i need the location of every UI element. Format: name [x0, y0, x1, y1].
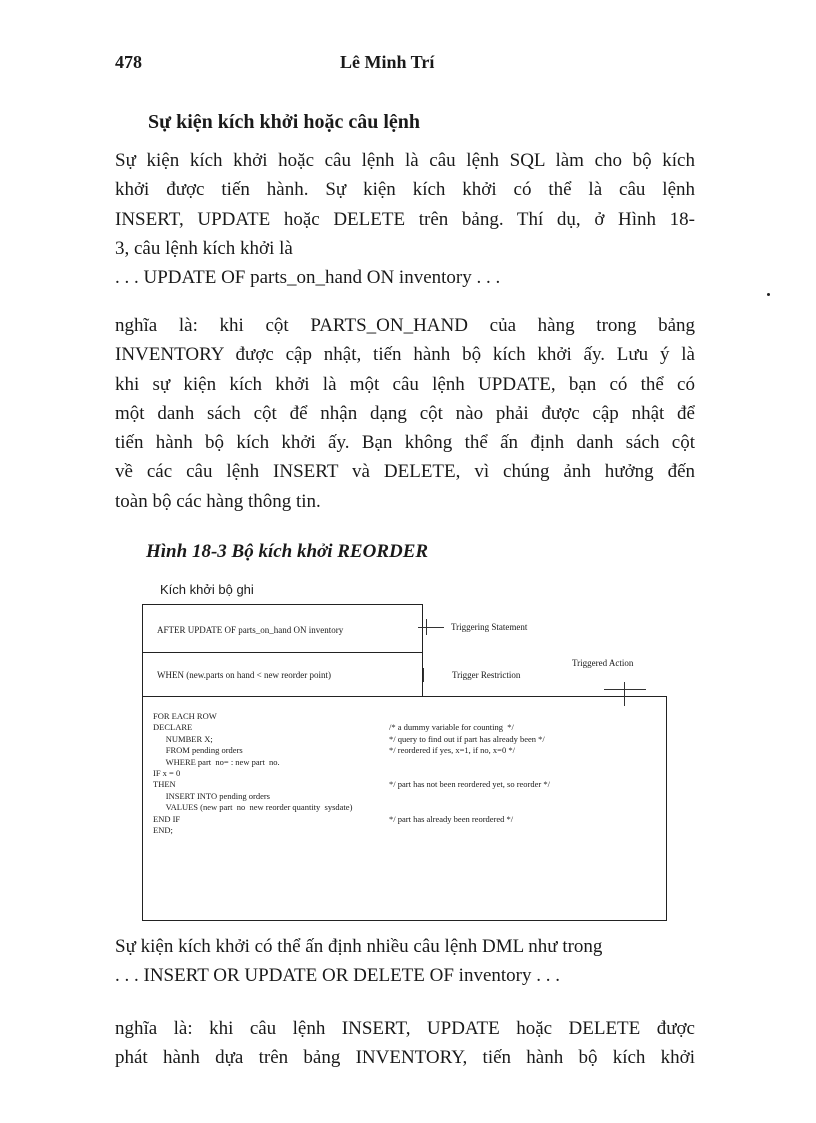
label-triggering-statement: Triggering Statement	[451, 622, 528, 632]
callout-tick-statement	[426, 619, 427, 635]
section-heading: Sự kiện kích khởi hoặc câu lệnh	[148, 111, 421, 133]
paragraph-line: INVENTORY được cập nhật, tiến hành bộ kích khởi ấy. Lưu ý là	[115, 344, 695, 366]
label-trigger-restriction: Trigger Restriction	[452, 670, 521, 680]
figure-title: Hình 18-3 Bộ kích khởi REORDER	[146, 541, 429, 562]
code-comment: */ query to find out if part has already been */	[389, 733, 545, 744]
code-line: THEN	[153, 779, 176, 790]
stray-mark	[767, 293, 770, 296]
paragraph-3	[115, 932, 695, 991]
paragraph-line: INSERT, UPDATE hoặc DELETE trên bảng. Thí dụ, ở Hình 18-	[115, 208, 695, 230]
paragraph-2	[115, 311, 695, 516]
paragraph-line: toàn bộ các hàng thông tin.	[115, 490, 321, 512]
paragraph-line: khi sự kiện kích khởi là một câu lệnh UPDATE, bạn có thể có	[115, 373, 695, 395]
paragraph-line: Sự kiện kích khởi có thể ấn định nhiều câu lệnh DML như trong	[115, 936, 603, 957]
paragraph-line: về các câu lệnh INSERT và DELETE, vì chúng ảnh hưởng đến	[115, 461, 695, 483]
paragraph-line: khởi được tiến hành. Sự kiện kích khởi có thể là câu lệnh	[115, 179, 695, 201]
triggered-action-box	[142, 696, 667, 921]
triggering-statement-text: AFTER UPDATE OF parts_on_hand ON inventory	[157, 625, 344, 635]
trigger-restriction-text: WHEN (new.parts on hand < new reorder point)	[157, 670, 331, 680]
code-comment: */ part has already been reordered */	[389, 813, 514, 824]
figure-caption: Kích khởi bộ ghi	[160, 582, 254, 597]
paragraph-line: Sự kiện kích khởi hoặc câu lệnh là câu lệnh SQL làm cho bộ kích	[115, 150, 695, 171]
paragraph-line: tiến hành bộ kích khởi ấy. Bạn không thể ấn định danh sách cột	[115, 432, 695, 454]
label-triggered-action: Triggered Action	[572, 658, 634, 668]
paragraph-line: phát hành dựa trên bảng INVENTORY, tiến hành bộ kích khởi	[115, 1047, 695, 1069]
code-line: END IF	[153, 813, 181, 824]
trigger-restriction-box	[142, 652, 423, 697]
code-comment: /* a dummy variable for counting */	[389, 722, 514, 733]
code-comment: */ reordered if yes, x=1, if no, x=0 */	[389, 745, 515, 756]
code-line: END;	[153, 825, 173, 836]
code-line: VALUES (new part no new reorder quantity sysdate)	[153, 802, 353, 813]
code-line: NUMBER X;	[153, 733, 213, 744]
triggering-statement-box	[142, 604, 423, 653]
callout-line-action	[604, 689, 646, 690]
code-example-2: . . . INSERT OR UPDATE OR DELETE OF inventory . . .	[115, 965, 560, 987]
callout-tick-restriction	[423, 668, 424, 682]
code-line: FROM pending orders	[153, 745, 243, 756]
paragraph-line: nghĩa là: khi cột PARTS_ON_HAND của hàng trong bảng	[115, 315, 695, 336]
code-line: DECLARE	[153, 722, 193, 733]
code-example-1: . . . UPDATE OF parts_on_hand ON inventory . . .	[115, 267, 501, 289]
paragraph-line: 3, câu lệnh kích khởi là	[115, 237, 293, 259]
page-number: 478	[115, 52, 142, 72]
callout-tick-action	[624, 682, 625, 706]
running-header-author: Lê Minh Trí	[340, 52, 435, 72]
code-comment: */ part has not been reordered yet, so reorder */	[389, 779, 550, 790]
paragraph-4	[115, 1014, 695, 1073]
paragraph-line: một danh sách cột để nhận dạng cột nào phải được cập nhật để	[115, 402, 695, 424]
paragraph-1	[115, 146, 695, 292]
code-line: IF x = 0	[153, 768, 181, 779]
code-line: FOR EACH ROW	[153, 711, 217, 721]
trigger-code	[153, 711, 352, 836]
paragraph-line: nghĩa là: khi câu lệnh INSERT, UPDATE hoặc DELETE được	[115, 1018, 695, 1039]
code-line: INSERT INTO pending orders	[153, 790, 270, 801]
code-line: WHERE part no= : new part no.	[153, 756, 280, 767]
trigger-code-comments	[389, 711, 550, 825]
callout-line-statement	[418, 627, 444, 628]
